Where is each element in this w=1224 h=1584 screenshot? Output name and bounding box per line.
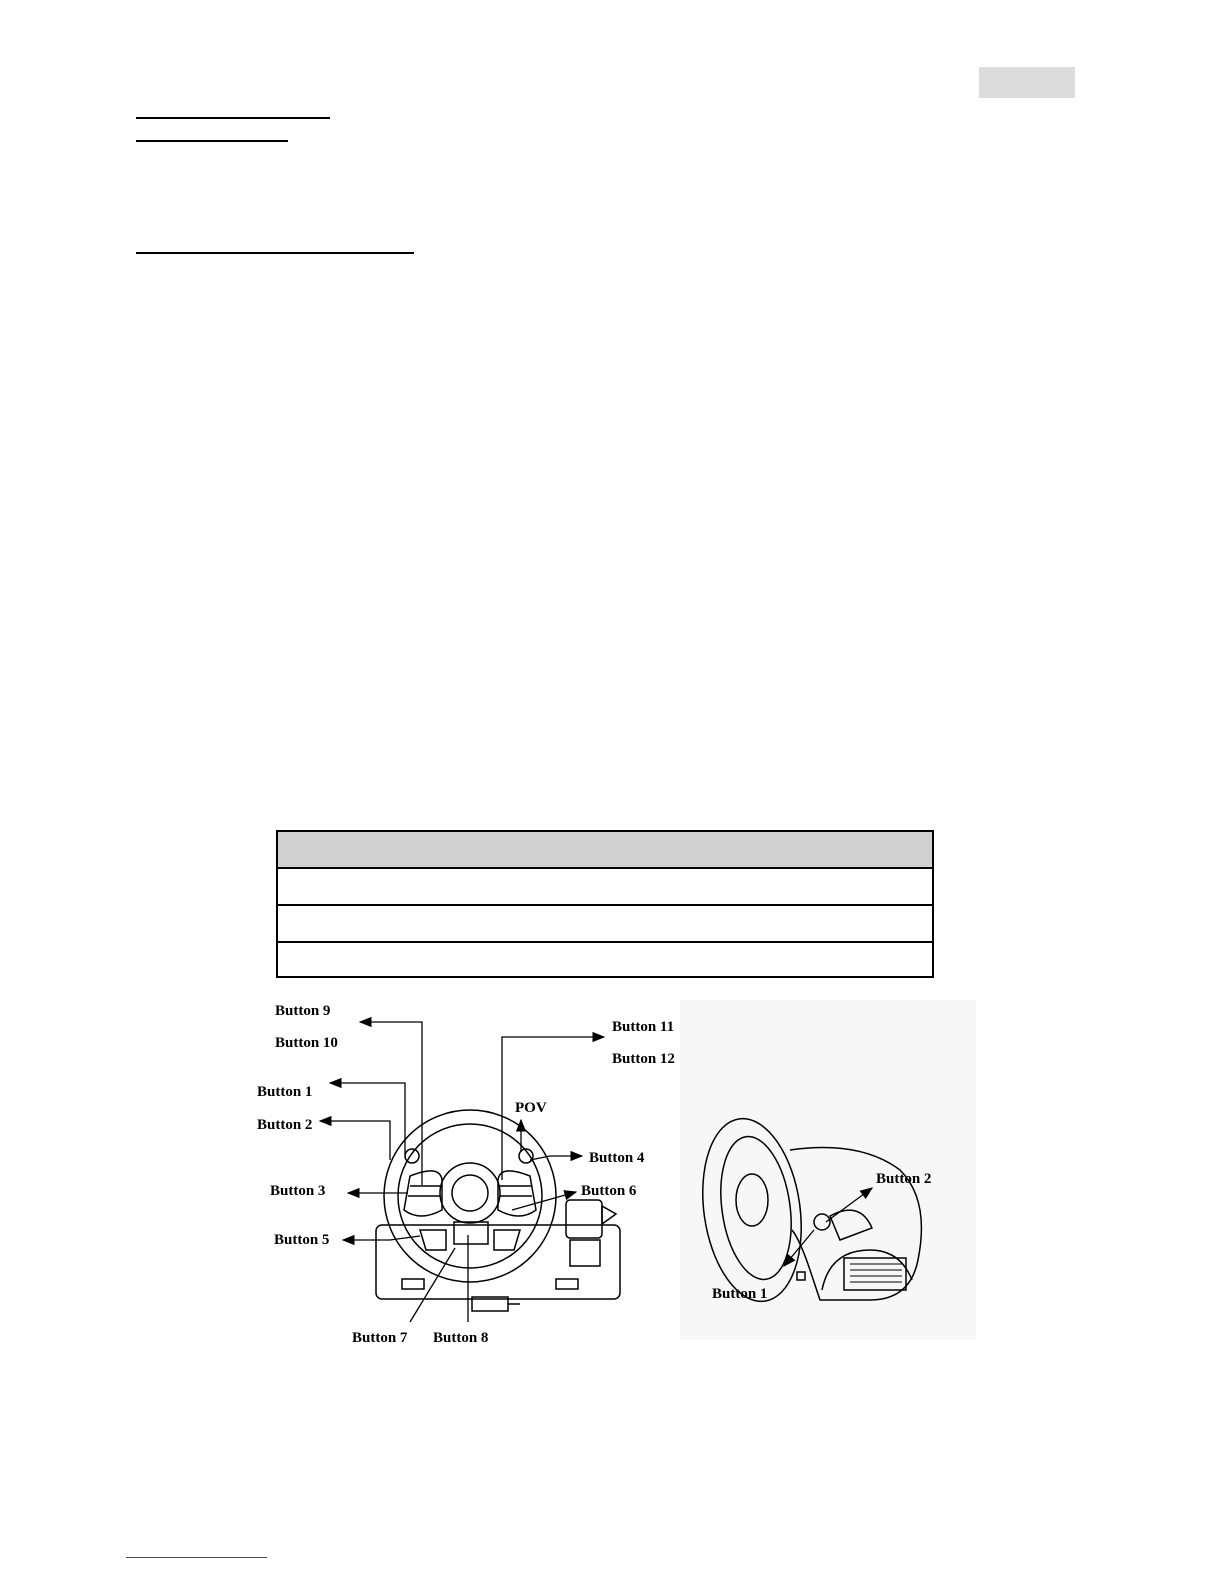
wheel-hub — [440, 1163, 500, 1223]
label-button-4: Button 4 — [589, 1150, 645, 1166]
spoke-left — [404, 1171, 442, 1216]
side-view-panel — [680, 1000, 976, 1340]
label-button-8: Button 8 — [433, 1330, 489, 1346]
wheel-base — [376, 1225, 620, 1299]
label-button-1: Button 1 — [257, 1084, 313, 1100]
wheel-rim-inner — [398, 1124, 542, 1268]
heading-underline-3 — [136, 252, 414, 254]
page-marker-box — [979, 67, 1075, 98]
spec-table-row — [278, 869, 932, 906]
spoke-bottom — [454, 1222, 488, 1244]
label-button-10: Button 10 — [275, 1035, 338, 1051]
leader-b5 — [343, 1236, 420, 1240]
spec-table — [276, 830, 934, 978]
steering-wheel-front — [376, 1110, 620, 1311]
label-button-6: Button 6 — [581, 1183, 637, 1199]
label-button-7: Button 7 — [352, 1330, 408, 1346]
label-button-9: Button 9 — [275, 1003, 331, 1019]
label-button-5: Button 5 — [274, 1232, 330, 1248]
label-button-2: Button 2 — [257, 1117, 313, 1133]
leader-b7 — [410, 1248, 455, 1322]
leader-b2 — [320, 1121, 390, 1160]
base-slot-left — [402, 1279, 424, 1289]
label-pov: POV — [515, 1100, 547, 1116]
leader-b4 — [530, 1156, 582, 1160]
side-label-button-2: Button 2 — [876, 1171, 932, 1187]
wheel-rim-outer — [384, 1110, 556, 1282]
leader-b6 — [512, 1192, 576, 1210]
button-1-shape — [405, 1149, 419, 1163]
label-button-12: Button 12 — [612, 1051, 675, 1067]
leader-b9-b10 — [360, 1022, 422, 1185]
footer-link-underline[interactable] — [126, 1557, 267, 1558]
heading-underline-2 — [136, 140, 288, 142]
spec-table-row — [278, 906, 932, 943]
heading-underline-1 — [136, 117, 330, 119]
side-label-button-1: Button 1 — [712, 1286, 768, 1302]
leader-b11-b12 — [502, 1037, 604, 1180]
gear-shifter — [566, 1200, 602, 1238]
pov-shape — [519, 1149, 533, 1163]
spoke-right — [498, 1171, 536, 1216]
spec-table-row — [278, 943, 932, 976]
usb-plug — [472, 1297, 508, 1311]
spec-table-header — [278, 832, 932, 869]
gear-shifter-base — [570, 1240, 600, 1266]
base-slot-right — [556, 1279, 578, 1289]
label-button-11: Button 11 — [612, 1019, 675, 1035]
leader-b1 — [330, 1083, 405, 1156]
label-button-3: Button 3 — [270, 1183, 326, 1199]
